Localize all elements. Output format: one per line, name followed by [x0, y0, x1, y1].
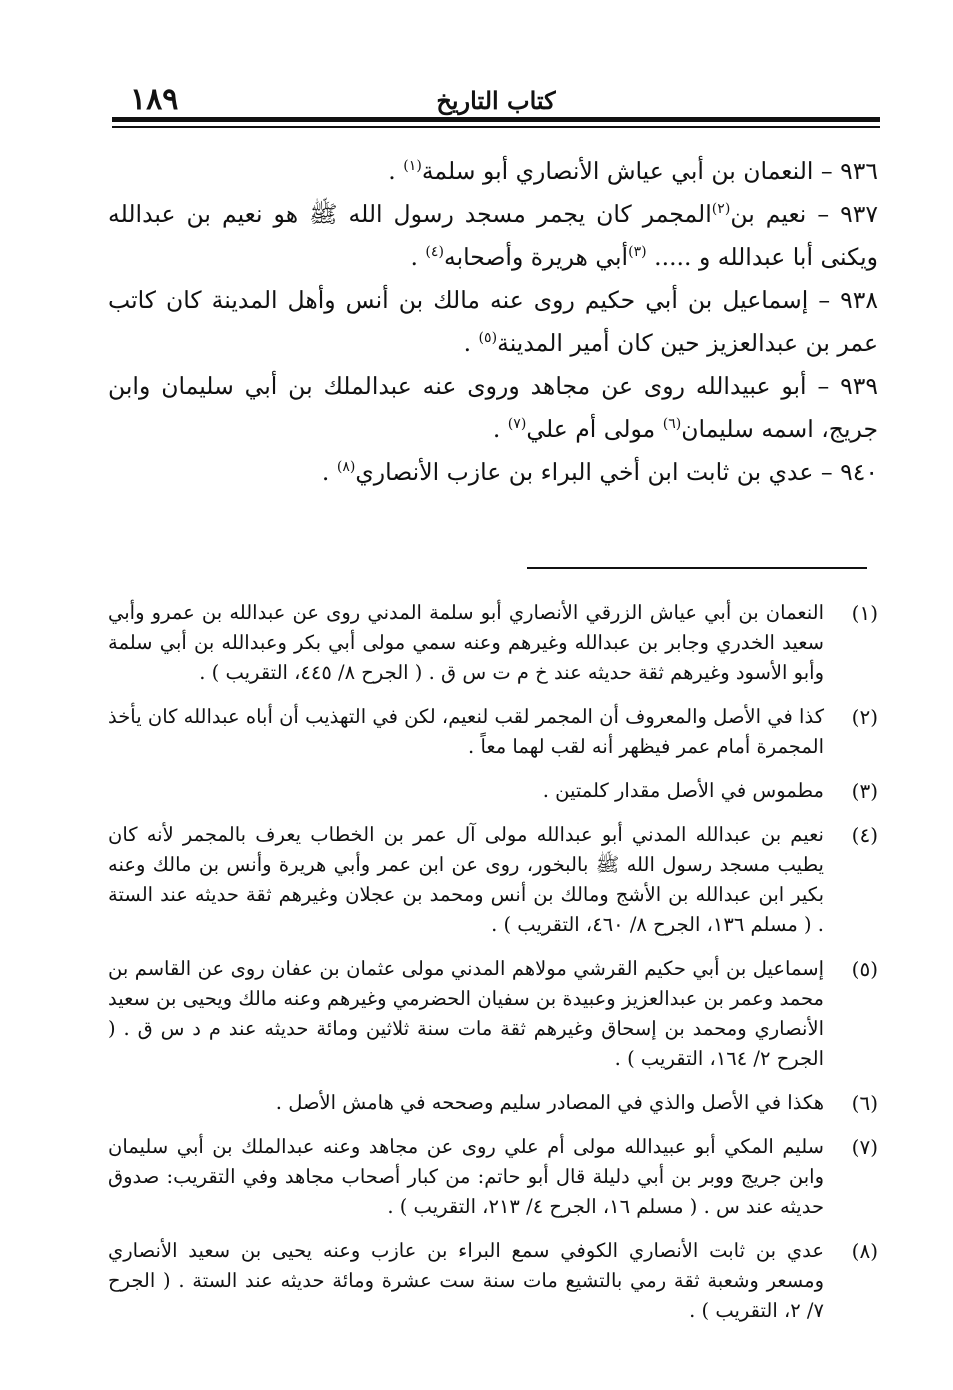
footnote-mark: (٤) — [851, 823, 878, 847]
entry-938: ٩٣٨ – إسماعيل بن أبي حكيم روى عنه مالك بن أنس وأهل المدينة كان كاتب عمر بن عبدالعزيز حين كان أمير المدينة$^{(٥)}$ . — [108, 286, 878, 357]
footnote-ref[interactable]: (٦) — [662, 416, 682, 433]
page-header — [112, 78, 880, 117]
entry-text: . — [492, 415, 508, 443]
footnote-item — [108, 702, 878, 762]
entry-text: النعمان بن أبي عياش الأنصاري أبو سلمة — [421, 157, 814, 185]
entry-text: . — [321, 458, 337, 486]
footnote-ref[interactable]: (١) — [403, 158, 422, 175]
entry-936: ٩٣٦ – النعمان بن أبي عياش الأنصاري أبو سلمة$^{(١)}$ . — [388, 157, 878, 185]
footnote-ref[interactable]: (٨) — [336, 459, 356, 476]
footnote-ref[interactable]: (٢) — [711, 201, 731, 218]
entry-number: ٩٣٨ — [840, 286, 878, 314]
entry-text: أبي هريرة وأصحابه — [444, 243, 629, 271]
footnote-ref[interactable]: (٧) — [507, 416, 527, 433]
footnote-mark: (١) — [851, 601, 878, 625]
footnote-divider — [527, 567, 867, 569]
entry-text: أبو عبيدالله روى عن مجاهد وروى عنه عبدالملك بن أبي سليمان وابن جريج، اسمه سليمان — [108, 372, 878, 443]
footnote-text: كذا في الأصل والمعروف أن المجمر لقب لنعيم، لكن في التهذيب أن أباه عبدالله كان يأخذ المجمرة أمام عمر فيظهر أنه لقب لهما معاً . — [108, 705, 824, 758]
footnote-mark: (٥) — [851, 957, 878, 981]
running-title: كتاب التاريخ — [436, 86, 556, 115]
entries-list — [108, 150, 878, 494]
entry-text: عدي بن ثابت ابن أخي البراء بن عازب الأنصاري — [355, 458, 814, 486]
page-number: ١٨٩ — [130, 82, 179, 117]
footnote-text: إسماعيل بن أبي حكيم القرشي مولاهم المدني مولى عثمان بن عفان روى عن القاسم بن محمد وعمر بن عبدالعزيز وعبيدة بن سفيان الحضرمي وغيرهم وعنه مالك ويحيى بن سعيد الأنصاري ومحمد بن إسحاق وغيرهم ثقة مات سنة ثلاثين ومائة حديثه عند م د س ق . ( الجرح ٢/ ١٦٤، التقريب ) . — [108, 957, 824, 1070]
entry-text: مولى أم علي — [526, 415, 663, 443]
entry-number: ٩٣٦ — [840, 157, 878, 185]
footnote-mark: (٨) — [851, 1239, 878, 1263]
entry-937: ٩٣٧ – نعيم بن$^{(٢)}$المجمر كان يجمر مسجد رسول الله ﷺ هو نعيم بن عبدالله ويكنى أبا عبدالله و ..... $^{(٣)}$أبي هريرة وأصحابه$^{(٤)}$ . — [108, 200, 878, 271]
entry-text: المجمر كان يجمر مسجد رسول الله ﷺ هو نعيم بن عبدالله ويكنى أبا عبدالله و ..... — [108, 200, 878, 271]
footnote-item — [108, 820, 878, 940]
footnote-text: عدي بن ثابت الأنصاري الكوفي سمع البراء بن عازب وعنه يحيى بن سعيد الأنصاري ومسعر وشعبة ثقة رمي بالتشيع مات سنة ست عشرة ومائة حديثه عند الستة . ( الجرح ٧/ ٢، التقريب ) . — [108, 1239, 824, 1322]
footnote-mark: (٣) — [851, 779, 878, 803]
footnote-mark: (٧) — [851, 1135, 878, 1159]
footnote-ref[interactable]: (٤) — [425, 244, 444, 261]
footnote-item — [108, 954, 878, 1074]
entry-939: ٩٣٩ – أبو عبيدالله روى عن مجاهد وروى عنه عبدالملك بن أبي سليمان وابن جريج، اسمه سليمان$^{(٦)}$ مولى أم علي$^{(٧)}$ . — [108, 372, 878, 443]
footnote-text: هكذا في الأصل والذي في المصادر سليم وصححه في هامش الأصل . — [275, 1091, 824, 1114]
entry-text: نعيم بن — [730, 200, 807, 228]
entry-text: . — [388, 157, 404, 185]
footnote-item — [108, 598, 878, 688]
footnote-mark: (٢) — [851, 705, 878, 729]
entry-number: ٩٣٩ — [840, 372, 878, 400]
footnote-text: النعمان بن أبي عياش الزرقي الأنصاري أبو سلمة المدني روى عن عبدالله بن عمرو وأبي سعيد الخدري وجابر بن عبدالله وغيرهم وعنه سمي مولى أبي بكر وعبدالله بن أبي سلمة وأبو الأسود وغيرهم ثقة حديثه عند خ م ت س ق . ( الجرح ٨/ ٤٤٥، التقريب ) . — [108, 601, 824, 684]
footnote-text: نعيم بن عبدالله المدني أبو عبدالله مولى آل عمر بن الخطاب يعرف بالمجمر لأنه كان يطيب مسجد رسول الله ﷺ بالبخور، روى عن ابن عمر وأبي هريرة وأنس بن مالك وعنه بكير ابن عبدالله بن الأشج ومالك بن أنس ومحمد بن عجلان وغيرهم ثقة حديثه عند الستة . ( مسلم ١٣٦، الجرح ٨/ ٤٦٠، التقريب ) . — [108, 823, 824, 936]
footnote-mark: (٦) — [851, 1091, 878, 1115]
header-rule-thick — [112, 117, 880, 122]
entry-text: . — [463, 329, 479, 357]
entry-text: . — [410, 243, 426, 271]
footnotes-list — [108, 598, 878, 1340]
footnote-text: سليم المكي أبو عبيدالله مولى أم علي روى عن مجاهد وعنه عبدالملك بن أبي سليمان وابن جريج ووبر بن أبي دليلة قال أبو حاتم: من كبار أصحاب مجاهد وفي التقريب: صدوق حديثه عند س . ( مسلم ١٦، الجرح ٤/ ٢١٣، التقريب ) . — [108, 1135, 824, 1218]
entry-number: ٩٣٧ — [840, 200, 878, 228]
footnote-ref[interactable]: (٥) — [478, 330, 498, 347]
footnote-item — [108, 1132, 878, 1222]
footnote-item — [108, 1088, 878, 1118]
entry-number: ٩٤٠ — [840, 458, 878, 486]
header-rule-thin — [112, 126, 880, 128]
footnote-item — [108, 1236, 878, 1326]
footnote-ref[interactable]: (٣) — [628, 244, 647, 261]
entry-940: ٩٤٠ – عدي بن ثابت ابن أخي البراء بن عازب الأنصاري$^{(٨)}$ . — [321, 458, 878, 486]
entry-text: إسماعيل بن أبي حكيم روى عنه مالك بن أنس وأهل المدينة كان كاتب عمر بن عبدالعزيز حين كان أمير المدينة — [108, 286, 878, 357]
footnote-item — [108, 776, 878, 806]
footnote-text: مطموس في الأصل مقدار كلمتين . — [542, 779, 824, 802]
